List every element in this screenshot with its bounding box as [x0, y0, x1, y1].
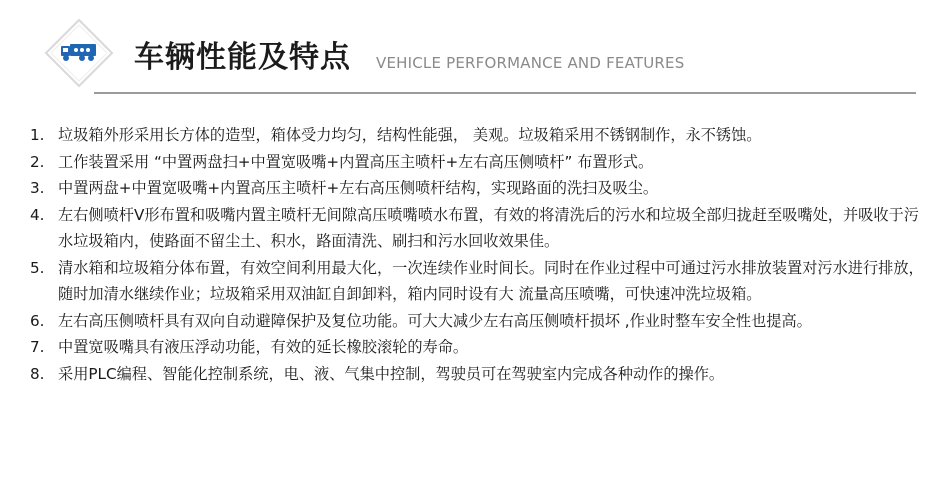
- list-item-number: 5.: [30, 258, 45, 277]
- list-item-text: 左右高压侧喷杆具有双向自动避障保护及复位功能。可大大减少左右高压侧喷杆损坏 ,作业时整车安全性也提高。: [58, 311, 812, 330]
- list-item-number: 6.: [30, 311, 45, 330]
- list-item: [0, 122, 950, 149]
- page-title: 车辆性能及特点: [134, 40, 351, 75]
- list-item: [0, 202, 950, 255]
- feature-list: [0, 122, 950, 387]
- list-item-number: 2.: [30, 152, 45, 171]
- list-item-text: 清水箱和垃圾箱分体布置，有效空间利用最大化，一次连续作业时间长。同时在作业过程中可通过污水排放装置对污水进行排放，随时加清水继续作业；垃圾箱采用双油缸自卸卸料，箱内同时设有大 流量高压喷嘴，可快速冲洗垃圾箱。: [58, 258, 924, 303]
- list-item-text: 工作装置采用 “中置两盘扫+中置宽吸嘴+内置高压主喷杆+左右高压侧喷杆” 布置形式。: [58, 152, 654, 171]
- list-item-number: 7.: [30, 338, 45, 356]
- list-item-text: 中置两盘+中置宽吸嘴+内置高压主喷杆+左右高压侧喷杆结构，实现路面的洗扫及吸尘。: [58, 179, 659, 197]
- list-item-number: 3.: [30, 179, 45, 197]
- list-item-text: 左右侧喷杆V形布置和吸嘴内置主喷杆无间隙高压喷嘴喷水布置，有效的将清洗后的污水和垃圾全部归拢赶至吸嘴处，并吸收于污水垃圾箱内，使路面不留尘土、积水，路面清洗、刷扫和污水回收效果佳。: [58, 205, 919, 250]
- list-item-number: 4.: [30, 205, 45, 224]
- list-item-text: 采用PLC编程、智能化控制系统，电、液、气集中控制，驾驶员可在驾驶室内完成各种动作的操作。: [58, 364, 725, 383]
- list-item: [0, 255, 950, 308]
- list-item-number: 8.: [30, 364, 45, 383]
- list-item: [0, 175, 950, 202]
- list-item-number: 1.: [30, 126, 45, 144]
- list-item-text: 垃圾箱外形采用长方体的造型，箱体受力均匀，结构性能强， 美观。垃圾箱采用不锈钢制作，永不锈蚀。: [58, 126, 762, 144]
- header-divider: [94, 92, 916, 94]
- list-item: [0, 149, 950, 176]
- section-header: [0, 0, 950, 110]
- list-item: [0, 361, 950, 388]
- list-item: [0, 308, 950, 335]
- list-item-text: 中置宽吸嘴具有液压浮动功能，有效的延长橡胶滚轮的寿命。: [58, 338, 469, 356]
- page-subtitle: VEHICLE PERFORMANCE AND FEATURES: [376, 54, 685, 72]
- truck-logo-icon: [44, 18, 114, 88]
- list-item: [0, 334, 950, 361]
